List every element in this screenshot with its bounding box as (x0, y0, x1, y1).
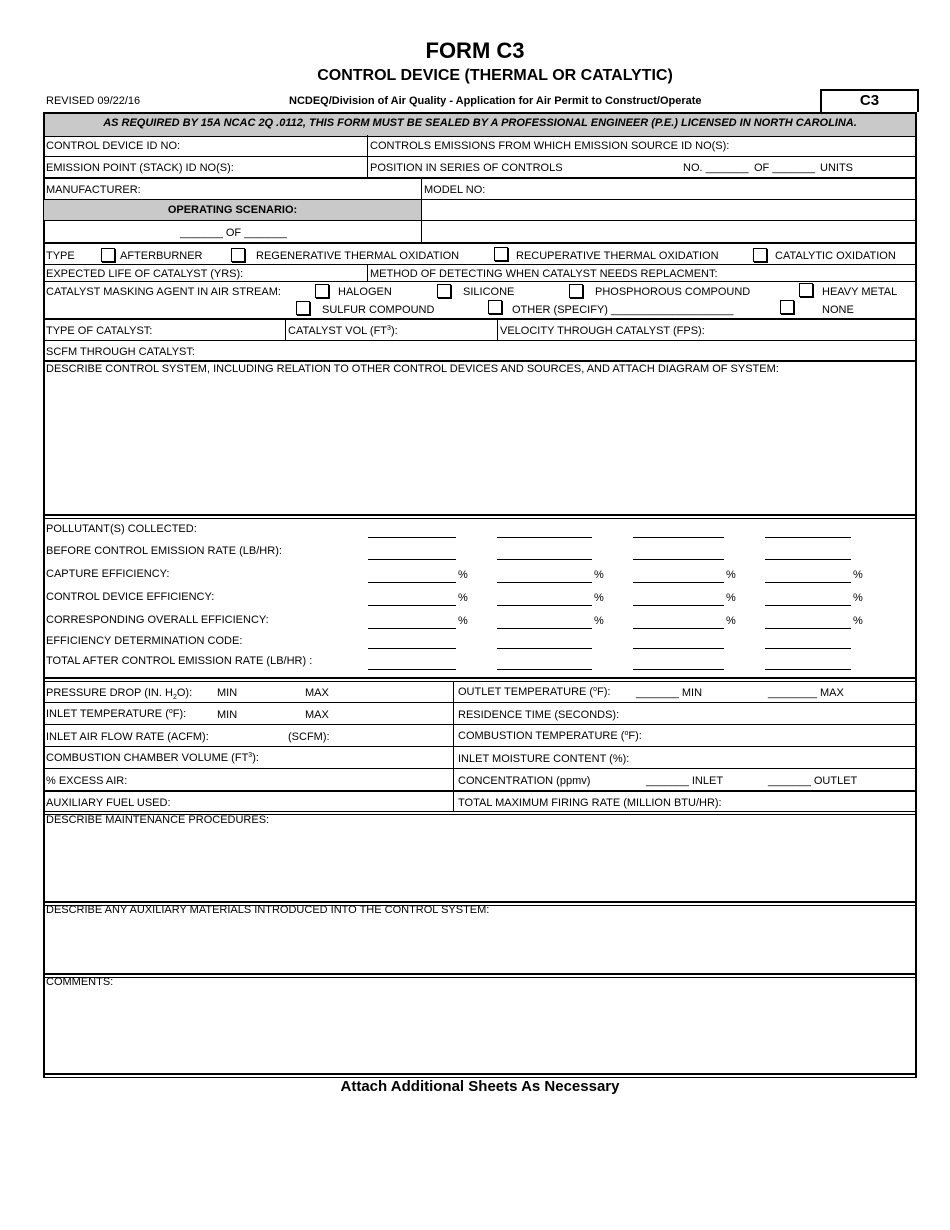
pressure-max: MAX (305, 687, 329, 699)
concentration-outlet: _______ OUTLET (768, 775, 858, 787)
pollutant-field-line[interactable] (497, 648, 592, 649)
rule (44, 318, 916, 320)
pollutant-field-line[interactable] (633, 605, 724, 606)
none-checkbox[interactable] (780, 300, 794, 314)
masking-agent-label: CATALYST MASKING AGENT IN AIR STREAM: (46, 286, 281, 298)
pollutant-field-line[interactable] (633, 669, 724, 670)
rule (44, 768, 916, 769)
other-label: OTHER (SPECIFY) ____________________ (512, 304, 734, 316)
manufacturer-label: MANUFACTURER: (46, 184, 141, 196)
concentration-inlet: _______ INLET (646, 775, 724, 787)
scenario-of: _______ OF _______ (180, 227, 288, 239)
pollutant-field-line[interactable] (765, 605, 851, 606)
pollutant-field-line[interactable] (368, 559, 456, 560)
silicone-checkbox[interactable] (437, 284, 451, 298)
pollutant-field-line[interactable] (633, 582, 724, 583)
phosphorous-label: PHOSPHOROUS COMPOUND (595, 286, 751, 298)
divider (497, 319, 498, 340)
inlet-max: MAX (305, 709, 329, 721)
capture-efficiency-label: CAPTURE EFFICIENCY: (46, 568, 170, 580)
aux-fuel-label: AUXILIARY FUEL USED: (46, 797, 171, 809)
pollutant-field-line[interactable] (368, 605, 456, 606)
percent-sign: % (594, 592, 604, 604)
percent-sign: % (853, 569, 863, 581)
percent-sign: % (853, 592, 863, 604)
frame-left (43, 112, 45, 1077)
rule (44, 177, 916, 179)
phosphorous-checkbox[interactable] (569, 284, 583, 298)
agency-line: NCDEQ/Division of Air Quality - Application for Air Permit to Construct/Operate (289, 95, 702, 107)
describe-system-label: DESCRIBE CONTROL SYSTEM, INCLUDING RELATION TO OTHER CONTROL DEVICES AND SOURCES, AND ATTACH DIAGRAM OF SYSTEM: (46, 363, 779, 375)
aux-materials-label: DESCRIBE ANY AUXILIARY MATERIALS INTRODUCED INTO THE CONTROL SYSTEM: (46, 904, 490, 916)
outlet-min: _______ MIN (636, 687, 703, 699)
scfm-catalyst-label: SCFM THROUGH CATALYST: (46, 346, 195, 358)
pollutant-field-line[interactable] (765, 537, 851, 538)
rule (44, 901, 916, 903)
rule (44, 811, 916, 812)
position-units: UNITS (820, 162, 853, 174)
rule (44, 681, 916, 682)
rule (44, 281, 916, 282)
pollutant-field-line[interactable] (497, 537, 592, 538)
operating-scenario-label: OPERATING SCENARIO: (167, 204, 298, 216)
type-of-catalyst-label: TYPE OF CATALYST: (46, 325, 153, 337)
position-of: OF _______ (754, 162, 816, 174)
inlet-temp-label: INLET TEMPERATURE ($^o$F): (46, 708, 187, 720)
maintenance-label: DESCRIBE MAINTENANCE PROCEDURES: (46, 814, 270, 826)
pollutant-field-line[interactable] (368, 648, 456, 649)
pollutant-field-line[interactable] (497, 628, 592, 629)
divider (285, 319, 286, 340)
rule (44, 360, 916, 362)
model-no-label: MODEL NO: (424, 184, 486, 196)
attach-sheets-note: Attach Additional Sheets As Necessary (340, 1078, 620, 1095)
catalytic-checkbox[interactable] (753, 248, 767, 262)
recuperative-checkbox[interactable] (494, 247, 508, 261)
rule (44, 220, 916, 221)
form-code-box: C3 (820, 89, 919, 112)
outlet-temp-label: OUTLET TEMPERATURE ($^o$F): (458, 686, 611, 698)
chamber-volume-label: COMBUSTION CHAMBER VOLUME $(FT^3)$: (46, 752, 259, 764)
rule (44, 790, 916, 792)
combustion-temp-label: COMBUSTION TEMPERATURE ($^o$F): (458, 730, 642, 742)
rule (44, 340, 916, 341)
pollutant-field-line[interactable] (497, 605, 592, 606)
rule (44, 514, 916, 516)
percent-sign: % (458, 569, 468, 581)
frame-right (915, 112, 917, 1077)
rule (44, 677, 916, 679)
rule (44, 973, 916, 975)
silicone-label: SILICONE (463, 286, 515, 298)
percent-sign: % (458, 615, 468, 627)
efficiency-code-label: EFFICIENCY DETERMINATION CODE: (46, 635, 243, 647)
controls-emissions-label: CONTROLS EMISSIONS FROM WHICH EMISSION SOURCE ID NO(S): (370, 140, 730, 152)
percent-sign: % (726, 615, 736, 627)
other-checkbox[interactable] (488, 300, 502, 314)
pollutant-field-line[interactable] (368, 669, 456, 670)
concentration-label: CONCENTRATION (ppmv) (458, 775, 591, 787)
sulfur-checkbox[interactable] (296, 301, 310, 315)
pollutant-field-line[interactable] (765, 628, 851, 629)
position-series-label: POSITION IN SERIES OF CONTROLS (370, 162, 563, 174)
pollutant-field-line[interactable] (497, 559, 592, 560)
rule (44, 746, 916, 747)
inlet-flow-label: INLET AIR FLOW RATE (ACFM): (46, 731, 209, 743)
before-control-label: BEFORE CONTROL EMISSION RATE (LB/HR): (46, 545, 282, 557)
pollutant-field-line[interactable] (633, 559, 724, 560)
pressure-min: MIN (217, 687, 238, 699)
outlet-max: ________ MAX (768, 687, 844, 699)
rule (44, 156, 916, 157)
percent-sign: % (853, 615, 863, 627)
pollutant-field-line[interactable] (633, 628, 724, 629)
pollutant-field-line[interactable] (368, 628, 456, 629)
pollutant-field-line[interactable] (497, 582, 592, 583)
control-device-id-label: CONTROL DEVICE ID NO: (46, 140, 181, 152)
catalytic-label: CATALYTIC OXIDATION (775, 250, 896, 262)
expected-life-label: EXPECTED LIFE OF CATALYST (YRS): (46, 268, 244, 280)
pe-notice: AS REQUIRED BY 15A NCAC 2Q .0112, THIS FORM MUST BE SEALED BY A PROFESSIONAL ENGINEER (P.E.) LICENSED IN NORTH CAROLINA. (103, 117, 857, 129)
pollutant-field-line[interactable] (633, 648, 724, 649)
halogen-label: HALOGEN (338, 286, 392, 298)
pollutant-field-line[interactable] (633, 537, 724, 538)
halogen-checkbox[interactable] (315, 284, 329, 298)
percent-sign: % (594, 569, 604, 581)
rule (44, 518, 916, 519)
form-subtitle: CONTROL DEVICE (THERMAL OR CATALYTIC) (317, 67, 673, 84)
pollutant-field-line[interactable] (497, 669, 592, 670)
rule (44, 977, 916, 978)
pollutant-field-line[interactable] (765, 582, 851, 583)
afterburner-label: AFTERBURNER (120, 250, 203, 262)
percent-sign: % (594, 615, 604, 627)
pollutants-collected-label: POLLUTANT(S) COLLECTED: (46, 523, 197, 535)
rule (44, 702, 916, 703)
inlet-flow-scfm: (SCFM): (288, 731, 330, 743)
pressure-drop-label: PRESSURE DROP (IN. $H_2O$): (46, 687, 193, 702)
pollutant-field-line[interactable] (765, 648, 851, 649)
velocity-label: VELOCITY THROUGH CATALYST (FPS): (500, 325, 705, 337)
afterburner-checkbox[interactable] (101, 248, 115, 262)
rule (44, 242, 916, 244)
firing-rate-label: TOTAL MAXIMUM FIRING RATE (MILLION BTU/HR): (458, 797, 722, 809)
pollutant-field-line[interactable] (765, 669, 851, 670)
revised-date: REVISED 09/22/16 (46, 95, 141, 107)
type-label: TYPE (46, 250, 75, 262)
percent-sign: % (726, 592, 736, 604)
rule (44, 264, 916, 265)
heavy-metal-label: HEAVY METAL (822, 286, 898, 298)
rule (43, 1073, 917, 1075)
divider (421, 178, 422, 242)
percent-sign: % (726, 569, 736, 581)
heavy-metal-checkbox[interactable] (799, 283, 813, 297)
position-no: NO. _______ (683, 162, 749, 174)
divider (367, 265, 368, 281)
pollutant-field-line[interactable] (368, 582, 456, 583)
inlet-moisture-label: INLET MOISTURE CONTENT (%): (458, 753, 630, 765)
comments-label: COMMENTS: (46, 976, 114, 988)
percent-sign: % (458, 592, 468, 604)
regenerative-label: REGENERATIVE THERMAL OXIDATION (256, 250, 460, 262)
excess-air-label: % EXCESS AIR: (46, 775, 128, 787)
overall-efficiency-label: CORRESPONDING OVERALL EFFICIENCY: (46, 614, 269, 626)
control-device-efficiency-label: CONTROL DEVICE EFFICIENCY: (46, 591, 215, 603)
catalyst-vol-label: CATALYST VOL $(FT^3)$: (288, 325, 398, 337)
recuperative-label: RECUPERATIVE THERMAL OXIDATION (516, 250, 719, 262)
method-detect-label: METHOD OF DETECTING WHEN CATALYST NEEDS REPLACMENT: (370, 268, 718, 280)
none-label: NONE (822, 304, 854, 316)
form-title: FORM C3 (425, 38, 525, 63)
regenerative-checkbox[interactable] (231, 248, 245, 262)
emission-point-label: EMISSION POINT (STACK) ID NO(S): (46, 162, 234, 174)
rule (44, 724, 916, 725)
residence-time-label: RESIDENCE TIME (SECONDS): (458, 709, 620, 721)
sulfur-label: SULFUR COMPOUND (322, 304, 435, 316)
inlet-min: MIN (217, 709, 238, 721)
pollutant-field-line[interactable] (765, 559, 851, 560)
pollutant-field-line[interactable] (368, 537, 456, 538)
after-control-label: TOTAL AFTER CONTROL EMISSION RATE (LB/HR) : (46, 655, 313, 667)
